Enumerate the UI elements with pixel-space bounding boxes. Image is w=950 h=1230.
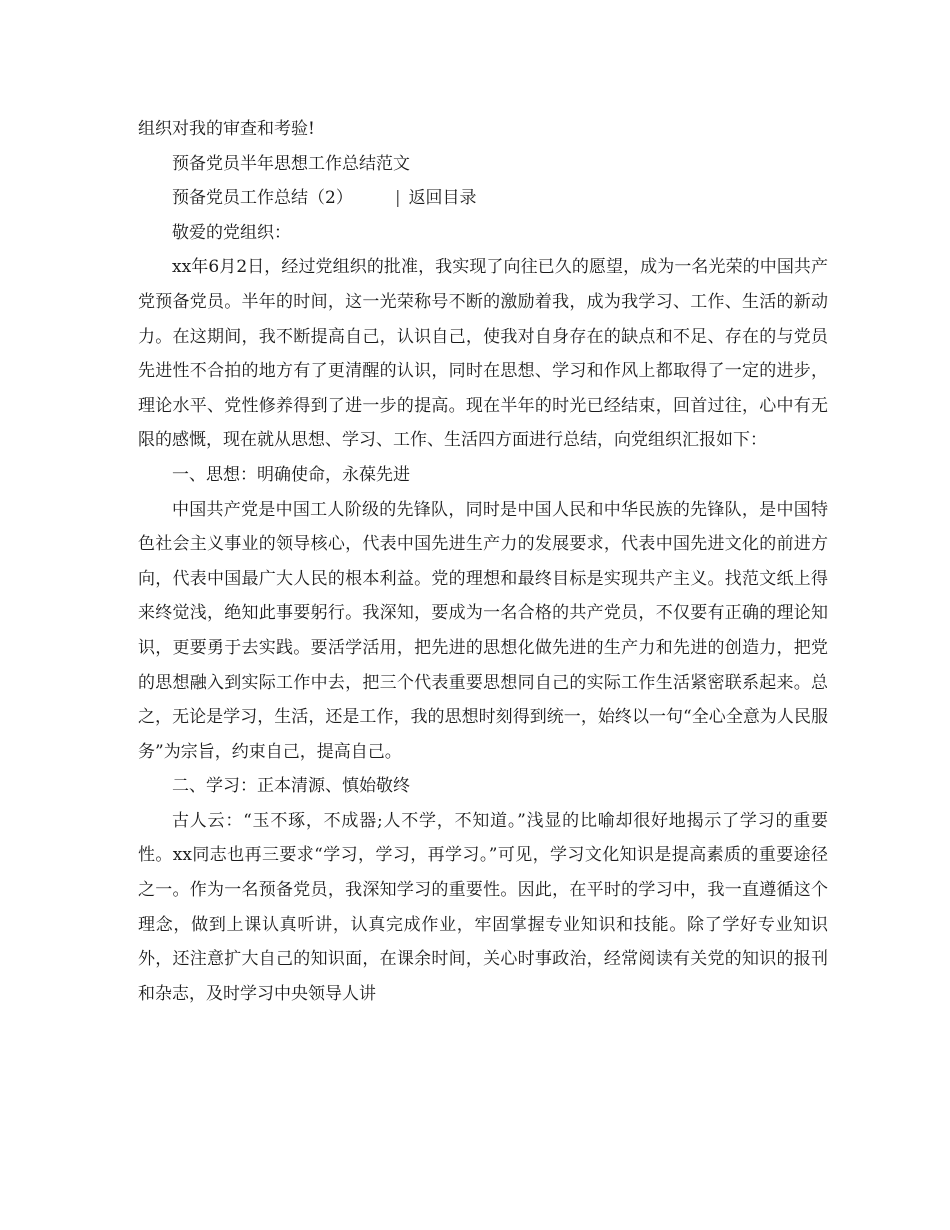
back-to-contents-link[interactable]: 返回目录 <box>408 188 477 209</box>
intro-paragraph: xx年6月2日，经过党组织的批准，我实现了向往已久的愿望，成为一名光荣的中国共产党预备党员。半年的时间，这一光荣称号不断的激励着我，成为我学习、工作、生活的新动力。在这期间，我不断提高自己，认识自己，使我对自身存在的缺点和不足、存在的与党员先进性不合拍的地方有了更清醒的认识，同时在思想、学习和作风上都取得了一定的进步，理论水平、党性修养得到了进一步的提高。现在半年的时光已经结束，回首过往，心中有无限的感慨，现在就从思想、学习、工作、生活四方面进行总结，向党组织汇报如下： <box>138 257 828 451</box>
current-article-label: 预备党员工作总结（2） <box>172 188 353 209</box>
continued-text-line: 组织对我的审查和考验! <box>138 119 315 139</box>
nav-separator: | <box>394 188 401 209</box>
section-paragraph-thought: 中国共产党是中国工人阶级的先锋队，同时是中国人民和中华民族的先锋队，是中国特色社会主义事业的领导核心，代表中国先进生产力的发展要求，代表中国先进文化的前进方向，代表中国最广大人民的根本利益。党的理想和最终目标是实现共产主义。找范文纸上得来终觉浅，绝知此事要躬行。我深知，要成为一名合格的共产党员，不仅要有正确的理论知识，更要勇于去实践。要活学活用，把先进的思想化做先进的生产力和先进的创造力，把党的思想融入到实际工作中去，把三个代表重要思想同自己的实际工作生活紧密联系起来。总之，无论是学习，生活，还是工作，我的思想时刻得到统一，始终以一句“全心全意为人民服务”为宗旨，约束自己，提高自己。 <box>138 499 828 762</box>
section-heading-thought: 一、思想：明确使命，永葆先进 <box>172 464 410 485</box>
article-nav <box>138 181 828 216</box>
salutation: 敬爱的党组织： <box>172 222 291 243</box>
document-body <box>138 112 828 1011</box>
section-heading-study: 二、学习：正本清源、慎始敬终 <box>172 776 410 797</box>
section-paragraph-study: 古人云：“玉不琢，不成器;人不学，不知道。”浅显的比喻却很好地揭示了学习的重要性。xx同志也再三要求“学习，学习，再学习。”可见，学习文化知识是提高素质的重要途径之一。作为一名预备党员，我深知学习的重要性。因此，在平时的学习中，我一直遵循这个理念，做到上课认真听讲，认真完成作业，牢固掌握专业知识和技能。除了学好专业知识外，还注意扩大自己的知识面，在课余时间，关心时事政治，经常阅读有关党的知识的报刊和杂志，及时学习中央领导人讲 <box>138 810 828 1004</box>
article-title: 预备党员半年思想工作总结范文 <box>172 153 410 174</box>
